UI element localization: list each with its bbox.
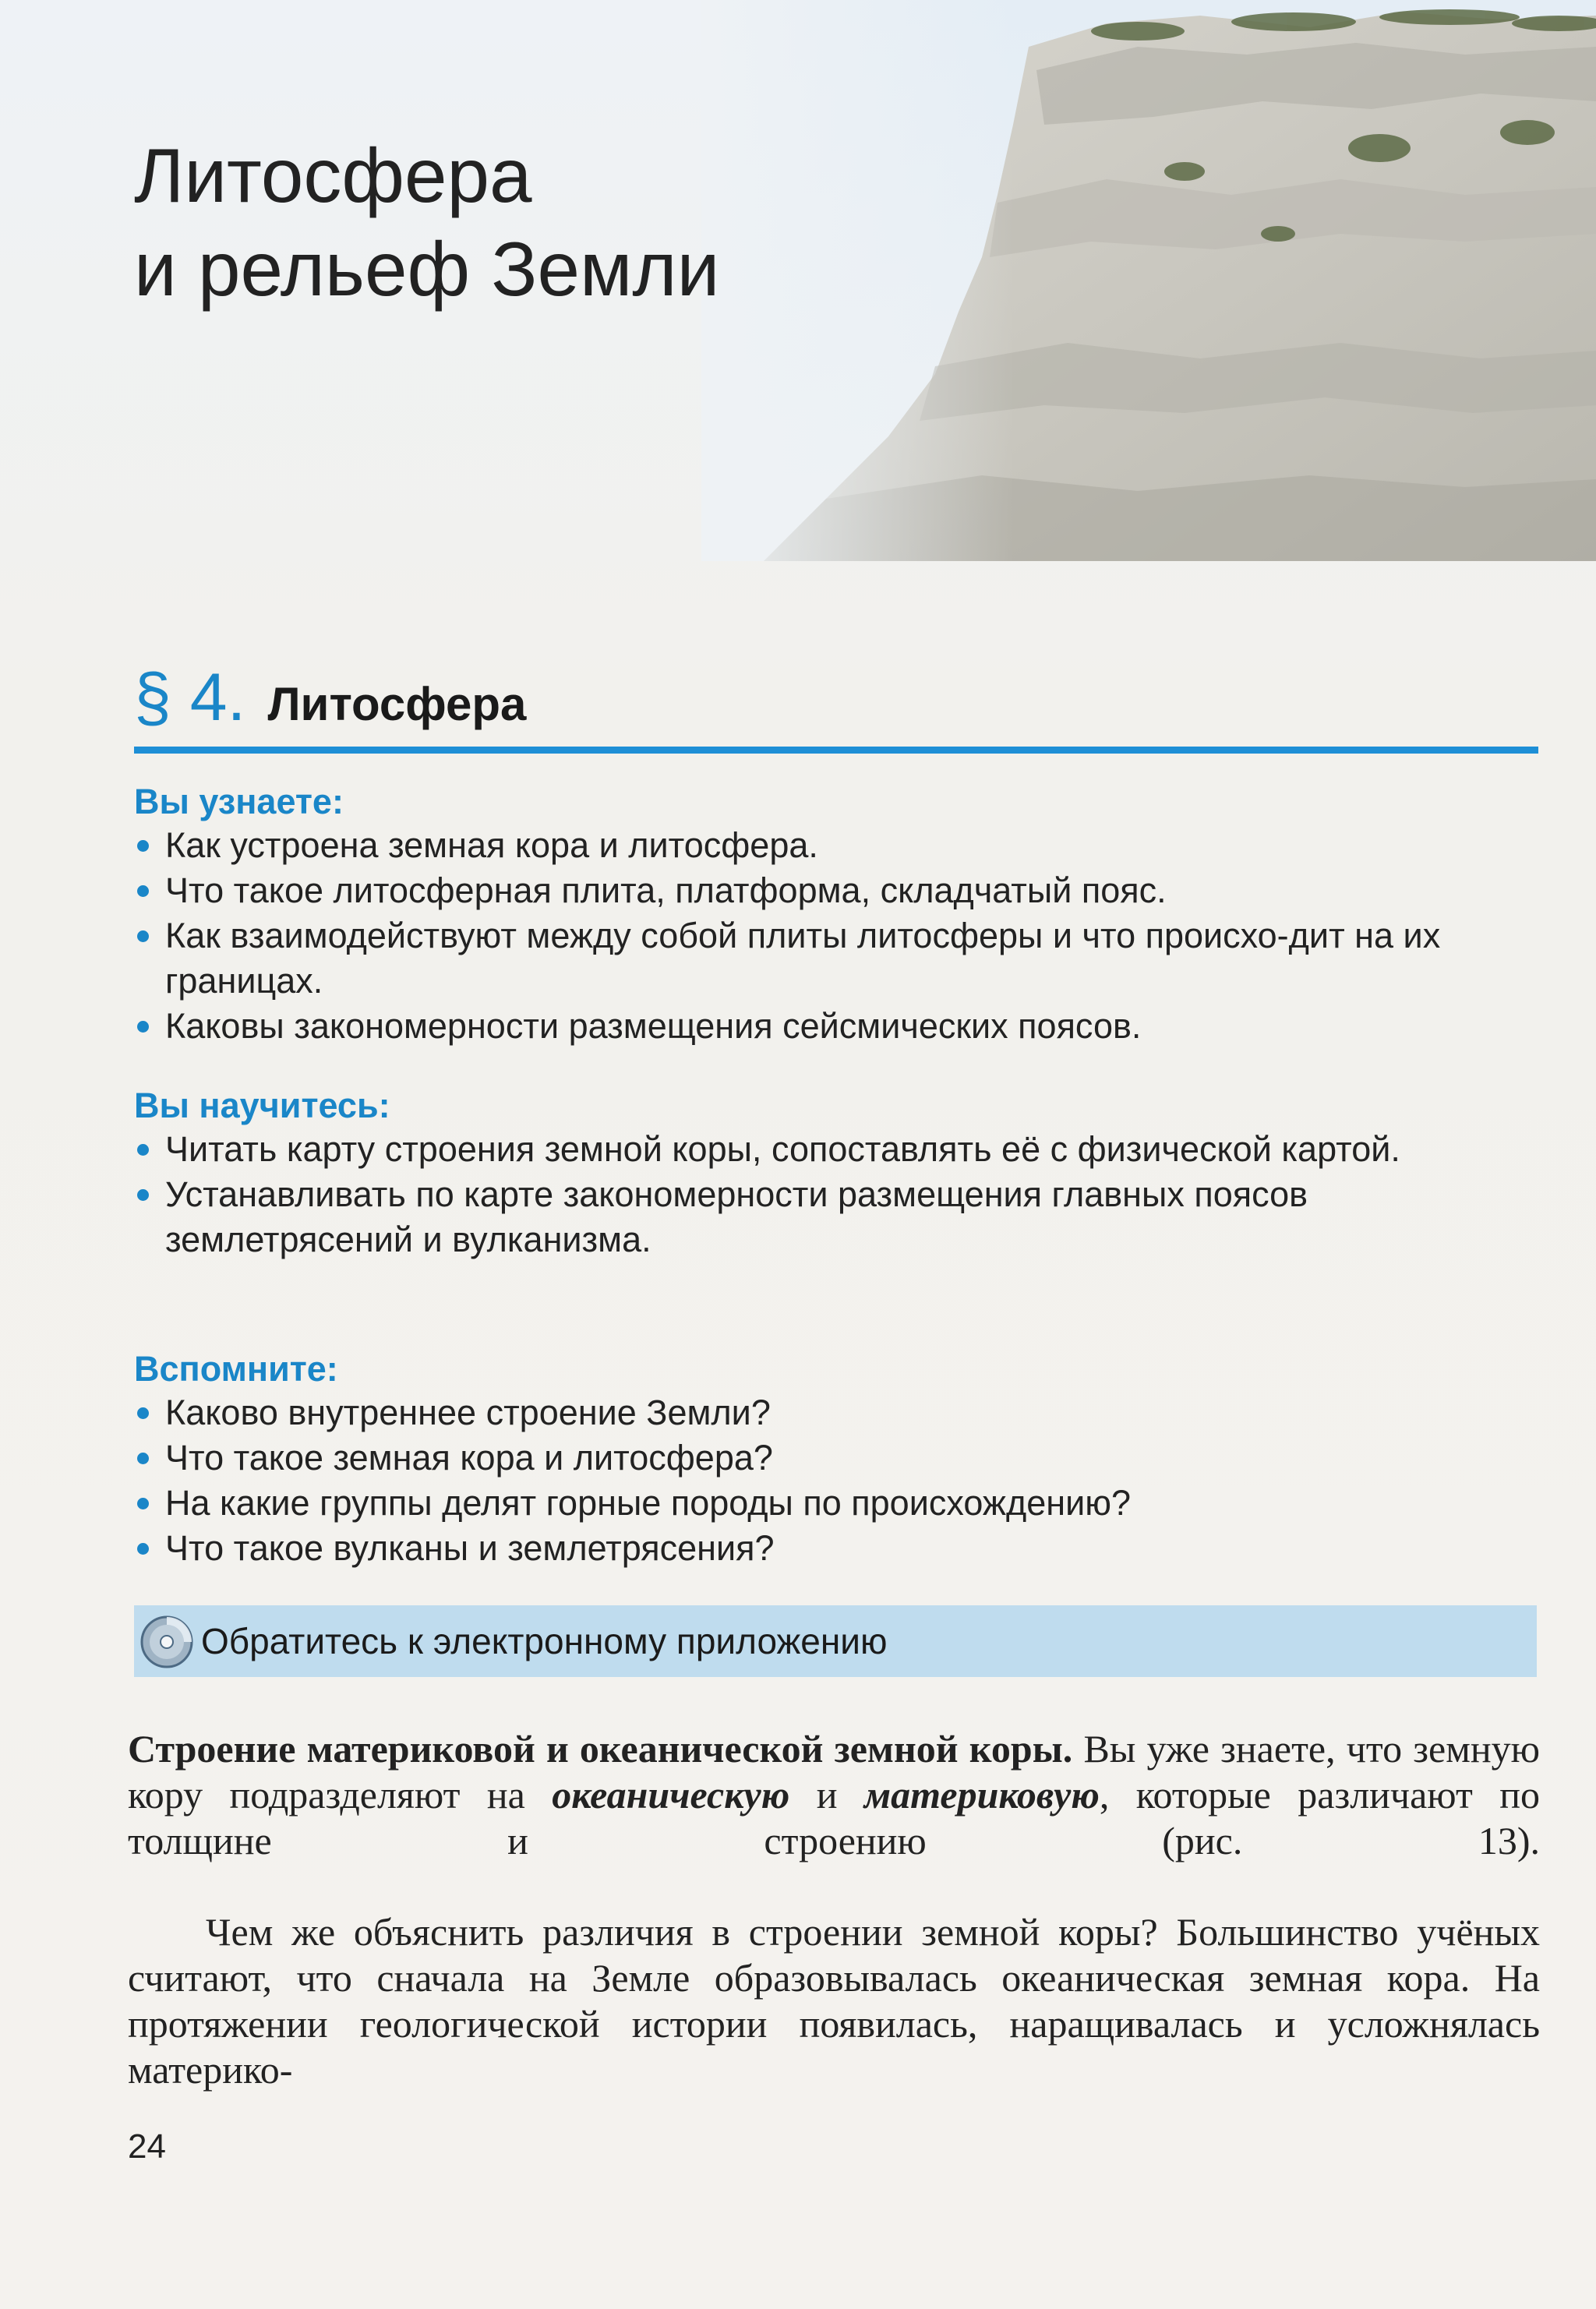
paragraph-crust-structure [128,1726,1540,1864]
section-number: § 4. [134,660,246,735]
list-item: Читать карту строения земной коры, сопоставлять её с физической картой. [134,1127,1538,1172]
recall-list [134,1390,1538,1571]
list-item: На какие группы делят горные породы по происхождению? [134,1481,1538,1526]
list-item: Каково внутреннее строение Земли? [134,1390,1538,1435]
you-will-learn-label: Вы узнаете: [134,782,344,821]
electronic-supplement-banner[interactable] [134,1605,1537,1677]
term-oceanic: океаническую [552,1773,790,1816]
term-continental: материковую [863,1773,1100,1816]
recall-label: Вспомните: [134,1349,338,1389]
list-item: Устанавливать по карте закономерности размещения главных поясов землетрясений и вулканизма. [134,1172,1538,1262]
electronic-supplement-label: Обратитесь к электронному приложению [201,1621,888,1661]
paragraph-text: Вы уже знаете, что земную кору подразделяют на [128,1727,1540,1816]
list-item: Как устроена земная кора и литосфера. [134,823,1538,868]
you-will-be-able-list [134,1127,1538,1262]
list-item: Что такое земная кора и литосфера? [134,1435,1538,1481]
section-heading [134,659,1537,745]
paragraph-crust-origin: Чем же объяснить различия в строении земной коры? Большинство учёных считают, что сначала на Земле образовывалась океаническая земная кора. На протяжении геологической истории появилась, наращивалась и усложнялась материко- [128,1910,1540,2092]
you-will-learn-block [134,781,1538,1049]
section-title: Литосфера [267,678,527,730]
chapter-title [134,129,835,316]
list-item: Что такое литосферная плита, платформа, складчатый пояс. [134,868,1538,913]
list-item: Что такое вулканы и землетрясения? [134,1526,1538,1571]
chapter-title-line-2: и рельеф Земли [134,226,720,312]
you-will-be-able-block [134,1085,1538,1262]
list-item: Как взаимодействуют между собой плиты литосферы и что происхо-дит на их границах. [134,913,1538,1004]
paragraph-text: и [816,1773,838,1816]
you-will-learn-list [134,823,1538,1049]
chapter-title-line-1: Литосфера [134,132,532,218]
page-number: 24 [128,2127,166,2166]
paragraph-text: , которые различают по толщине и строению (рис. 13). [128,1773,1541,1862]
you-will-be-able-label: Вы научитесь: [134,1086,390,1125]
list-item: Каковы закономерности размещения сейсмических поясов. [134,1004,1538,1049]
cliff-photo [701,0,1596,561]
cd-disc-icon [139,1614,195,1670]
paragraph-heading: Строение материковой и океанической земной коры. [128,1727,1073,1771]
section-divider [134,747,1538,754]
recall-block [134,1348,1538,1571]
